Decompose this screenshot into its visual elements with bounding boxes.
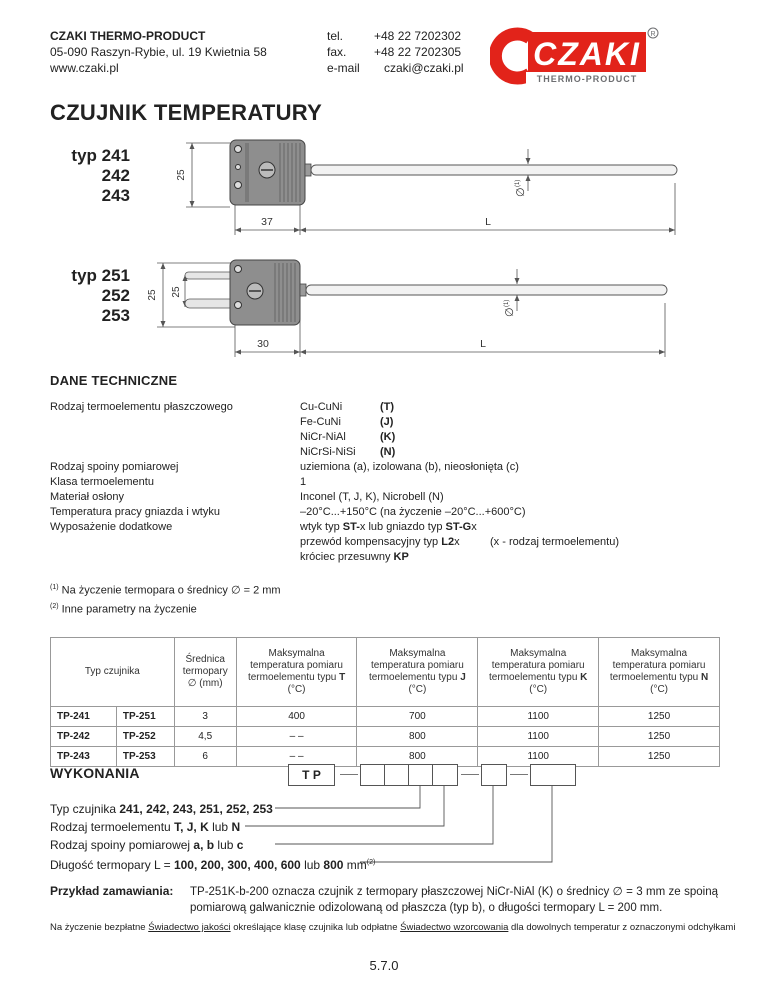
drawing1-length: L [485, 216, 491, 228]
th-type: Typ czujnika [51, 638, 175, 707]
company-address: 05-090 Raszyn-Rybie, ul. 19 Kwietnia 58 [50, 45, 267, 59]
wyk-line-type: Typ czujnika 241, 242, 243, 251, 252, 253 [50, 802, 273, 816]
drawing1-type-3: 243 [101, 186, 130, 205]
company-website[interactable]: www.czaki.pl [50, 61, 119, 75]
acc-line-2: przewód kompensacyjny typ L2x (x - rodzaj termoelementu) [300, 536, 619, 548]
tech-label-joint: Rodzaj spoiny pomiarowej [50, 461, 179, 473]
th-temp-k: Maksymalna temperatura pomiaru termoelementu typu K (°C) [478, 638, 599, 707]
logo-text: CZAKI [533, 36, 641, 72]
element-t-code: (T) [380, 401, 395, 413]
drawing1-width: 37 [261, 216, 273, 228]
drawing1-type-2: 242 [101, 166, 130, 185]
tech-label-accessories: Wyposażenie dodatkowe [50, 521, 173, 533]
temp-value: –20°C...+150°C (na życzenie –20°C...+600°C) [300, 506, 526, 518]
wyk-legend [50, 800, 375, 874]
email-value[interactable]: czaki@czaki.pl [384, 61, 464, 75]
element-j-code: (J) [380, 416, 394, 428]
page-number: 5.7.0 [369, 958, 399, 973]
tech-label-sheath: Materiał osłony [50, 491, 124, 503]
drawing1-sup: (1) [515, 179, 521, 187]
acc-line-3: króciec przesuwny KP [300, 551, 409, 563]
drawing2-length: L [480, 338, 486, 350]
fax-value: +48 22 7202305 [374, 45, 462, 59]
company-name: CZAKI THERMO-PRODUCT [50, 29, 206, 43]
drawing2-sup: (1) [504, 299, 510, 307]
drawing2-pin-dim: 25 [171, 286, 182, 298]
element-n: NiCrSi-NiSi [300, 446, 356, 458]
drawing2-width: 30 [257, 338, 269, 350]
th-diameter: Średnica termopary ∅ (mm) [174, 638, 236, 707]
drawing1-diameter: ∅ [514, 187, 527, 197]
joint-value: uziemiona (a), izolowana (b), nieosłonięta (c) [300, 461, 519, 473]
order-label: Przykład zamawiania: [50, 884, 174, 898]
fax-label: fax. [327, 45, 347, 59]
calibration-certificate-link[interactable]: Świadectwo wzorcowania [400, 922, 509, 933]
acc-note: (x - rodzaj termoelementu) [490, 536, 619, 548]
wyk-heading: WYKONANIA [50, 765, 140, 781]
logo-sub: THERMO-PRODUCT [536, 74, 638, 84]
tech-heading: DANE TECHNICZNE [50, 373, 178, 388]
wyk-line-element: Rodzaj termoelementu T, J, K lub N [50, 820, 241, 834]
table-row: TP-243 TP-253 6 – – 800 1100 1250 [51, 747, 720, 767]
drawing2-height: 25 [147, 289, 158, 301]
drawing2-type-1: typ 251 [71, 266, 130, 285]
bottom-note: Na życzenie bezpłatne Świadectwo jakości określające klasę czujnika lub odpłatne Świadectwo wzorcowania dla dowolnych temperatur z oznaczonymi odchyłkami [50, 922, 736, 933]
th-temp-n: Maksymalna temperatura pomiaru termoelementu typu N (°C) [599, 638, 720, 707]
drawing2-type-2: 252 [101, 286, 130, 305]
drawing2-type-3: 253 [101, 306, 130, 325]
drawing1-type-1: typ 241 [71, 146, 130, 165]
wyk-line-length: Długość termopary L = 100, 200, 300, 400, 600 lub 800 $mm^{(2)}$ [50, 858, 376, 872]
page-title: CZUJNIK TEMPERATURY [50, 100, 323, 125]
element-t: Cu-CuNi [300, 401, 343, 413]
drawing1-height: 25 [176, 169, 187, 181]
acc-line-1: wtyk typ ST-x lub gniazdo typ ST-Gx [300, 521, 477, 533]
th-temp-j: Maksymalna temperatura pomiaru termoelementu typu J (°C) [357, 638, 478, 707]
footnote-1: $^{(1)}$ Na życzenie termopara o średnicy ∅ = 2 mm [50, 584, 281, 597]
tech-label-temp: Temperatura pracy gniazda i wtyku [50, 506, 220, 518]
th-temp-t: Maksymalna temperatura pomiaru termoelementu typu T (°C) [236, 638, 357, 707]
tech-label-class: Klasa termoelementu [50, 476, 154, 488]
class-value: 1 [300, 476, 307, 488]
sheath-value: Inconel (T, J, K), Nicrobell (N) [300, 491, 444, 503]
wyk-line-joint: Rodzaj spoiny pomiarowej a, b lub c [50, 838, 244, 852]
tel-value: +48 22 7202302 [374, 29, 462, 43]
element-j: Fe-CuNi [300, 416, 341, 428]
table-row: TP-241 TP-251 3 400 700 1100 1250 [51, 707, 720, 727]
element-k: NiCr-NiAl [300, 431, 346, 443]
element-k-code: (K) [380, 431, 396, 443]
code-prefix-box: T P [288, 764, 335, 786]
logo-registered: R [650, 31, 656, 38]
element-n-code: (N) [380, 446, 396, 458]
drawing2-diameter: ∅ [503, 307, 516, 317]
table-row: TP-242 TP-252 4,5 – – 800 1100 1250 [51, 727, 720, 747]
quality-certificate-link[interactable]: Świadectwo jakości [148, 922, 231, 933]
order-text: TP-251K-b-200 oznacza czujnik z termopary płaszczowej NiCr-NiAl (K) o średnicy ∅ = 3 mm ze spoiną pomiarową galwanicznie odizolowaną od płaszcza (typ b), o długości termopary L = 200 mm. [190, 886, 718, 914]
tech-label-element: Rodzaj termoelementu płaszczowego [50, 401, 233, 413]
footnote-2: $^{(2)}$ Inne parametry na życzenie [50, 602, 197, 616]
tel-label: tel. [327, 29, 344, 43]
email-label: e-mail [327, 61, 360, 75]
